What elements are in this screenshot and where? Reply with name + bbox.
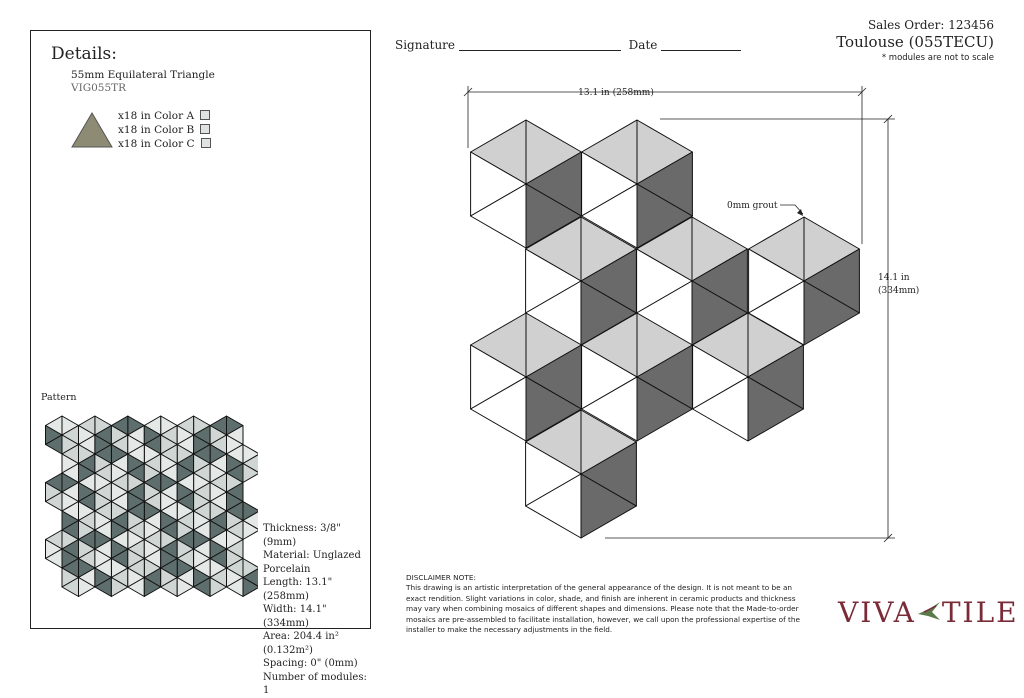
spec-thickness: Thickness: 3/8" (9mm): [263, 523, 341, 548]
pattern-label: Pattern: [41, 392, 77, 403]
spec-modules: Number of modules: 1: [263, 671, 367, 696]
height-dimension-label: 14.1 in: [878, 273, 910, 283]
width-dimension-label: 13.1 in (258mm): [578, 88, 654, 98]
spec-length: Length: 13.1" (258mm): [263, 577, 333, 602]
color-b-label: x18 in Color B: [118, 124, 195, 136]
product-name: 55mm Equilateral Triangle: [71, 69, 215, 81]
color-c-label: x18 in Color C: [118, 138, 195, 150]
sales-order: Sales Order: 123456: [867, 18, 994, 32]
disclaimer-title: DISCLAIMER NOTE:: [406, 573, 476, 582]
disclaimer-block: [406, 573, 811, 635]
signature-label: Signature: [395, 38, 456, 52]
mosaic-tiles: [471, 120, 860, 538]
spec-spacing: Spacing: 0" (0mm): [263, 658, 358, 669]
product-title: Toulouse (055TECU): [836, 33, 994, 51]
grout-label: 0mm grout: [727, 201, 778, 211]
disclaimer-body: This drawing is an artistic interpretation of the general appearance of the design. It is not meant to be an exact rendition. Slight variations in color, shade, and finish are inherent in ceramic products and thickness may vary when combining mosaics of different shapes and dimensions. Please note that the Made-to-order mosaics are pre-assembled to facilitate installation, however, we call upon the professional expertise of the installer to make the necessary adjustments in the field.: [406, 583, 800, 635]
hummingbird-icon: [916, 600, 942, 624]
logo-text-right: TILE: [941, 596, 1019, 629]
date-label: Date: [628, 38, 658, 52]
color-a-label: x18 in Color A: [118, 110, 195, 122]
spec-material: Material: Unglazed Porcelain: [263, 550, 361, 575]
height-dimension-label-mm: (334mm): [878, 286, 920, 296]
details-title: Details:: [51, 44, 117, 64]
spec-area: Area: 204.4 in² (0.132m²): [263, 631, 339, 656]
scale-note: * modules are not to scale: [881, 53, 994, 63]
vivatile-logo: [838, 596, 1019, 629]
logo-text-left: VIVA: [838, 596, 916, 629]
spec-width: Width: 14.1" (334mm): [263, 604, 327, 629]
product-code: VIG055TR: [71, 82, 127, 94]
